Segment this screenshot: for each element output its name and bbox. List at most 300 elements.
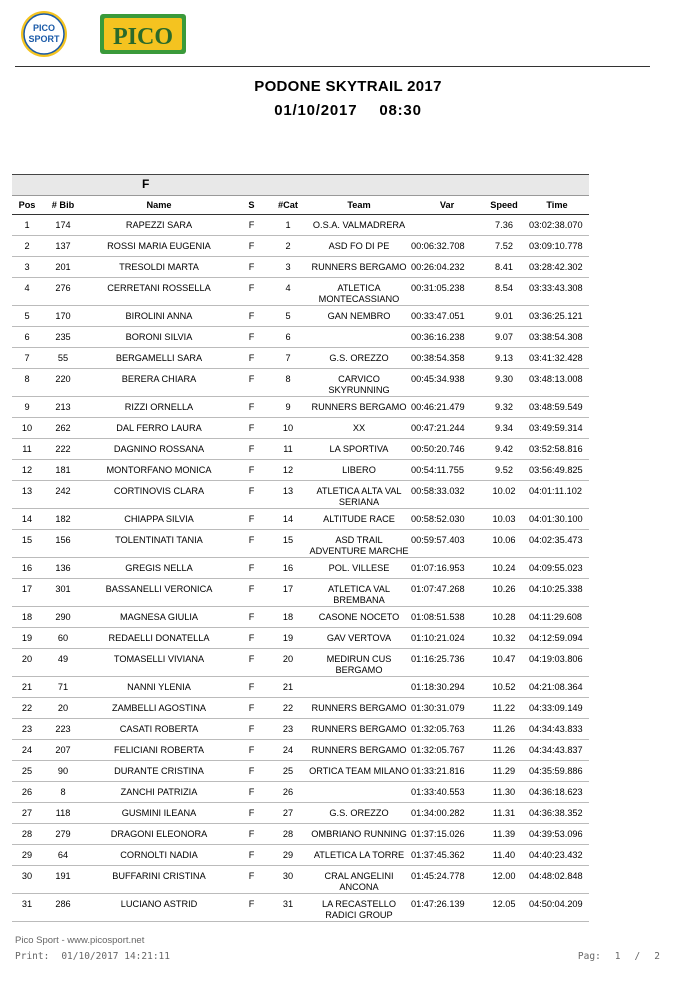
cat-cell: 17 [282,584,294,594]
sex-cell: F [248,311,255,321]
print-label: Print: [15,951,50,962]
table-row [12,719,589,740]
speed-cell: 12.00 [492,871,516,881]
table-row [12,677,589,698]
page-indicator [564,951,660,962]
time-cell: 03:48:13.008 [529,374,583,384]
cat-cell: 25 [282,766,294,776]
var-cell: 00:58:33.032 [411,486,465,496]
pos-cell: 3 [24,262,30,272]
pos-cell: 20 [21,654,33,664]
name-cell: BUFFARINI CRISTINA [112,871,206,881]
table-row [12,257,589,278]
sex-cell: F [248,374,255,384]
cat-cell: 12 [282,465,294,475]
team-cell: RUNNERS BERGAMO [311,262,407,272]
pos-cell: 6 [24,332,30,342]
time-cell: 04:35:59.886 [529,766,583,776]
name-cell: DAL FERRO LAURA [116,423,202,433]
sex-cell: F [248,584,255,594]
name-cell: CORTINOVIS CLARA [113,486,205,496]
time-cell: 04:09:55.023 [529,563,583,573]
team-cell: ATLETICA ALTA VAL SERIANA [316,486,402,507]
table-row [12,845,589,866]
var-cell: 00:36:16.238 [411,332,465,342]
bib-cell: 8 [60,787,66,797]
name-cell: MONTORFANO MONICA [106,465,212,475]
speed-cell: 9.30 [495,374,513,384]
sex-cell: F [248,850,255,860]
cat-cell: 6 [285,332,291,342]
category-header [12,174,589,196]
table-row [12,698,589,719]
speed-cell: 7.36 [495,220,513,230]
svg-text:PICO: PICO [32,23,56,33]
speed-cell: 9.32 [495,402,513,412]
name-cell: DAGNINO ROSSANA [113,444,205,454]
sex-cell: F [248,262,255,272]
cat-cell: 11 [283,444,293,454]
speed-cell: 10.52 [492,682,516,692]
pos-cell: 13 [21,486,33,496]
name-cell: BIROLINI ANNA [125,311,193,321]
sex-cell: F [248,724,255,734]
var-cell: 00:54:11.755 [411,465,464,475]
page-separator: / [634,951,641,962]
page-current: 1 [614,951,621,962]
name-cell: ZANCHI PATRIZIA [120,787,198,797]
var-cell: 00:46:21.479 [411,402,465,412]
pos-cell: 28 [21,829,33,839]
name-cell: BERGAMELLI SARA [115,353,203,363]
table-row [12,761,589,782]
pos-cell: 17 [21,584,33,594]
speed-cell: 10.02 [492,486,516,496]
sex-cell: F [248,241,255,251]
bib-cell: 301 [55,584,71,594]
table-row [12,530,589,558]
speed-cell: 11.26 [492,724,516,734]
team-cell: CARVICO SKYRUNNING [328,374,390,395]
cat-cell: 30 [282,871,294,881]
column-header: S [234,196,269,215]
var-cell: 01:10:21.024 [411,633,465,643]
bib-cell: 60 [57,633,69,643]
speed-cell: 10.24 [492,563,516,573]
sex-cell: F [248,486,255,496]
speed-cell: 8.54 [495,283,513,293]
cat-cell: 18 [282,612,294,622]
time-cell: 04:36:18.623 [529,787,583,797]
speed-cell: 9.34 [495,423,513,433]
team-cell: OMBRIANO RUNNING [311,829,407,839]
cat-cell: 16 [282,563,294,573]
pos-cell: 18 [21,612,33,622]
name-cell: DRAGONI ELEONORA [110,829,208,839]
bib-cell: 290 [55,612,71,622]
var-cell: 00:38:54.358 [411,353,465,363]
sex-cell: F [248,612,255,622]
team-cell: RUNNERS BERGAMO [311,745,407,755]
time-cell: 03:49:59.314 [529,423,583,433]
team-cell: ATLETICA MONTECASSIANO [318,283,400,304]
speed-cell: 11.29 [492,766,516,776]
time-cell: 04:01:11.102 [529,486,582,496]
var-cell: 01:32:05.763 [411,724,465,734]
bib-cell: 223 [55,724,71,734]
time-cell: 04:21:08.364 [529,682,583,692]
pos-cell: 4 [24,283,30,293]
speed-cell: 11.26 [492,745,516,755]
sex-cell: F [248,787,255,797]
bib-cell: 222 [55,444,71,454]
category-label: F [142,177,150,191]
svg-text:PICO: PICO [113,24,173,50]
team-cell: LIBERO [342,465,376,475]
event-title: PODONE SKYTRAIL 2017 [254,78,442,95]
bib-cell: 174 [55,220,71,230]
speed-cell: 7.52 [495,241,513,251]
var-cell: 01:32:05.767 [411,745,465,755]
sex-cell: F [248,563,255,573]
var-cell: 00:06:32.708 [411,241,465,251]
table-row [12,481,589,509]
pos-cell: 21 [21,682,33,692]
name-cell: CHIAPPA SILVIA [124,514,194,524]
table-row [12,306,589,327]
team-cell: ATLETICA LA TORRE [313,850,405,860]
table-body [12,215,589,922]
speed-cell: 9.07 [495,332,513,342]
bib-cell: 64 [57,850,69,860]
team-cell: G.S. OREZZO [329,808,389,818]
pos-cell: 22 [21,703,33,713]
team-cell: RUNNERS BERGAMO [311,724,407,734]
time-cell: 03:38:54.308 [529,332,583,342]
time-cell: 04:01:30.100 [529,514,583,524]
speed-cell: 10.28 [492,612,516,622]
pos-cell: 24 [21,745,33,755]
sex-cell: F [248,829,255,839]
table-row [12,628,589,649]
bib-cell: 55 [57,353,69,363]
table-row [12,894,589,922]
time-cell: 03:02:38.070 [529,220,583,230]
team-cell: G.S. OREZZO [329,353,389,363]
team-cell [307,782,411,803]
team-cell: O.S.A. VALMADRERA [312,220,406,230]
pos-cell: 16 [21,563,33,573]
cat-cell: 8 [285,374,291,384]
time-cell: 04:19:03.806 [529,654,583,664]
name-cell: BASSANELLI VERONICA [105,584,213,594]
pos-cell: 7 [24,353,30,363]
var-cell: 01:07:16.953 [411,563,465,573]
sex-cell: F [248,220,255,230]
column-header: Team [307,196,411,215]
team-cell: MEDIRUN CUS BERGAMO [326,654,392,675]
var-cell: 01:07:47.268 [411,584,465,594]
time-cell: 03:41:32.428 [529,353,583,363]
team-cell: LA RECASTELLO RADICI GROUP [321,899,397,920]
bib-cell: 220 [55,374,71,384]
table-row [12,418,589,439]
time-cell: 03:33:43.308 [529,283,583,293]
results-table-wrapper [12,174,589,922]
var-cell: 00:26:04.232 [411,262,465,272]
table-row [12,460,589,481]
var-cell [411,215,483,236]
name-cell: TRESOLDI MARTA [119,262,199,272]
bib-cell: 242 [55,486,71,496]
bib-cell: 71 [57,682,69,692]
speed-cell: 11.31 [492,808,516,818]
sex-cell: F [248,654,255,664]
time-cell: 04:39:53.096 [529,829,583,839]
bib-cell: 201 [55,262,71,272]
cat-cell: 19 [282,633,294,643]
cat-cell: 1 [285,220,291,230]
name-cell: FELICIANI ROBERTA [113,745,205,755]
pos-cell: 30 [21,871,33,881]
name-cell: ROSSI MARIA EUGENIA [107,241,211,251]
bib-cell: 182 [55,514,71,524]
pos-cell: 1 [24,220,30,230]
pico-sport-logo [20,10,68,58]
sex-cell: F [248,402,255,412]
cat-cell: 2 [285,241,291,251]
name-cell: NANNI YLENIA [127,682,191,692]
time-cell: 03:28:42.302 [529,262,583,272]
sex-cell: F [248,745,255,755]
cat-cell: 23 [282,724,294,734]
name-cell: TOMASELLI VIVIANA [113,654,205,664]
name-cell: REDAELLI DONATELLA [108,633,210,643]
column-header: #Cat [269,196,307,215]
column-header: Var [411,196,483,215]
team-cell: CRAL ANGELINI ANCONA [324,871,394,892]
speed-cell: 8.41 [495,262,513,272]
column-header: Name [84,196,234,215]
name-cell: LUCIANO ASTRID [120,899,198,909]
column-header: Speed [483,196,525,215]
cat-cell: 24 [282,745,294,755]
sex-cell: F [248,444,255,454]
time-cell: 03:48:59.549 [529,402,583,412]
time-cell: 04:34:43.833 [529,724,583,734]
team-cell: ATLETICA VAL BREMBANA [328,584,390,605]
cat-cell: 15 [282,535,294,545]
cat-cell: 21 [282,682,294,692]
cat-cell: 27 [282,808,294,818]
speed-cell: 10.06 [492,535,516,545]
cat-cell: 29 [282,850,294,860]
cat-cell: 9 [285,402,291,412]
name-cell: BORONI SILVIA [125,332,193,342]
sex-cell: F [248,633,255,643]
table-header-row [12,196,589,215]
pos-cell: 11 [22,444,32,454]
sex-cell: F [248,808,255,818]
time-cell: 04:34:43.837 [529,745,583,755]
table-row [12,348,589,369]
time-cell: 04:11:29.608 [529,612,582,622]
name-cell: GREGIS NELLA [125,563,193,573]
speed-cell: 9.42 [495,444,513,454]
pos-cell: 14 [21,514,33,524]
cat-cell: 31 [282,899,294,909]
cat-cell: 26 [282,787,294,797]
team-cell: ALTITUDE RACE [323,514,395,524]
time-cell: 04:10:25.338 [529,584,583,594]
speed-cell: 9.01 [495,311,513,321]
table-row [12,278,589,306]
results-table [12,196,589,922]
team-cell: XX [352,423,366,433]
time-cell: 04:40:23.432 [529,850,583,860]
time-cell: 03:56:49.825 [529,465,583,475]
team-cell: GAV VERTOVA [326,633,392,643]
table-row [12,579,589,607]
bib-cell: 118 [55,808,71,818]
sex-cell: F [248,899,255,909]
sex-cell: F [248,283,255,293]
cat-cell: 5 [285,311,291,321]
table-row [12,509,589,530]
table-row [12,327,589,348]
var-cell: 01:16:25.736 [411,654,465,664]
table-row [12,369,589,397]
name-cell: CORNOLTI NADIA [120,850,198,860]
time-cell: 04:33:09.149 [529,703,583,713]
sex-cell: F [248,332,255,342]
bib-cell: 156 [55,535,71,545]
table-row [12,439,589,460]
table-row [12,558,589,579]
pos-cell: 26 [21,787,33,797]
speed-cell: 10.47 [492,654,516,664]
event-time: 08:30 [379,102,422,119]
cat-cell: 14 [282,514,294,524]
bib-cell: 49 [57,654,69,664]
name-cell: DURANTE CRISTINA [114,766,204,776]
sex-cell: F [248,514,255,524]
cat-cell: 10 [282,423,294,433]
table-row [12,824,589,845]
name-cell: GUSMINI ILEANA [121,808,197,818]
time-cell: 03:52:58.816 [529,444,583,454]
time-cell: 04:02:35.473 [529,535,583,545]
name-cell: BERERA CHIARA [121,374,197,384]
table-row [12,236,589,257]
column-header: Pos [12,196,42,215]
team-cell: ASD FO DI PE [328,241,390,251]
var-cell: 00:50:20.746 [411,444,465,454]
var-cell: 00:59:57.403 [411,535,465,545]
bib-cell: 207 [55,745,71,755]
bib-cell: 136 [55,563,71,573]
var-cell: 01:45:24.778 [411,871,465,881]
time-cell: 03:09:10.778 [529,241,583,251]
speed-cell: 11.39 [492,829,516,839]
time-cell: 04:48:02.848 [529,871,583,881]
speed-cell: 10.26 [492,584,516,594]
column-header: Time [525,196,589,215]
var-cell: 00:45:34.938 [411,374,465,384]
speed-cell: 9.52 [495,465,513,475]
team-cell: RUNNERS BERGAMO [311,402,407,412]
bib-cell: 279 [55,829,71,839]
bib-cell: 276 [55,283,71,293]
team-cell [307,677,411,698]
var-cell: 01:37:15.026 [411,829,465,839]
var-cell: 01:08:51.538 [411,612,465,622]
cat-cell: 22 [282,703,294,713]
table-row [12,649,589,677]
pos-cell: 29 [21,850,33,860]
var-cell: 01:33:40.553 [411,787,465,797]
team-cell: ORTICA TEAM MILANO [309,766,409,776]
table-row [12,782,589,803]
table-row [12,607,589,628]
team-cell: POL. VILLESE [328,563,390,573]
table-row [12,215,589,236]
table-row [12,803,589,824]
footer-print [15,951,182,962]
table-row [12,397,589,418]
svg-text:SPORT: SPORT [28,34,60,44]
bib-cell: 286 [55,899,71,909]
pos-cell: 8 [24,374,30,384]
time-cell: 04:50:04.209 [529,899,583,909]
speed-cell: 10.32 [492,633,516,643]
var-cell: 00:31:05.238 [411,283,465,293]
pos-cell: 10 [21,423,33,433]
sex-cell: F [248,465,255,475]
sex-cell: F [248,766,255,776]
var-cell: 00:47:21.244 [411,423,465,433]
event-date: 01/10/2017 [274,102,358,119]
name-cell: TOLENTINATI TANIA [115,535,203,545]
var-cell: 00:33:47.051 [411,311,465,321]
var-cell: 00:58:52.030 [411,514,465,524]
team-cell: RUNNERS BERGAMO [311,703,407,713]
pos-cell: 12 [21,465,33,475]
cat-cell: 7 [285,353,291,363]
column-header: # Bib [42,196,84,215]
var-cell: 01:30:31.079 [411,703,465,713]
bib-cell: 181 [55,465,71,475]
bib-cell: 137 [55,241,71,251]
cat-cell: 20 [282,654,294,664]
table-row [12,740,589,761]
team-cell: ASD TRAIL ADVENTURE MARCHE [309,535,409,556]
sex-cell: F [248,682,255,692]
team-cell [307,327,411,348]
time-cell: 03:36:25.121 [529,311,583,321]
var-cell: 01:34:00.282 [411,808,465,818]
name-cell: RIZZI ORNELLA [124,402,194,412]
team-cell: CASONE NOCETO [318,612,400,622]
bib-cell: 191 [55,871,71,881]
footer-site: Pico Sport - www.picosport.net [15,935,145,946]
pos-cell: 15 [21,535,33,545]
var-cell: 01:37:45.362 [411,850,465,860]
speed-cell: 9.13 [495,353,513,363]
sex-cell: F [248,423,255,433]
event-datetime [0,102,696,119]
bib-cell: 90 [57,766,69,776]
